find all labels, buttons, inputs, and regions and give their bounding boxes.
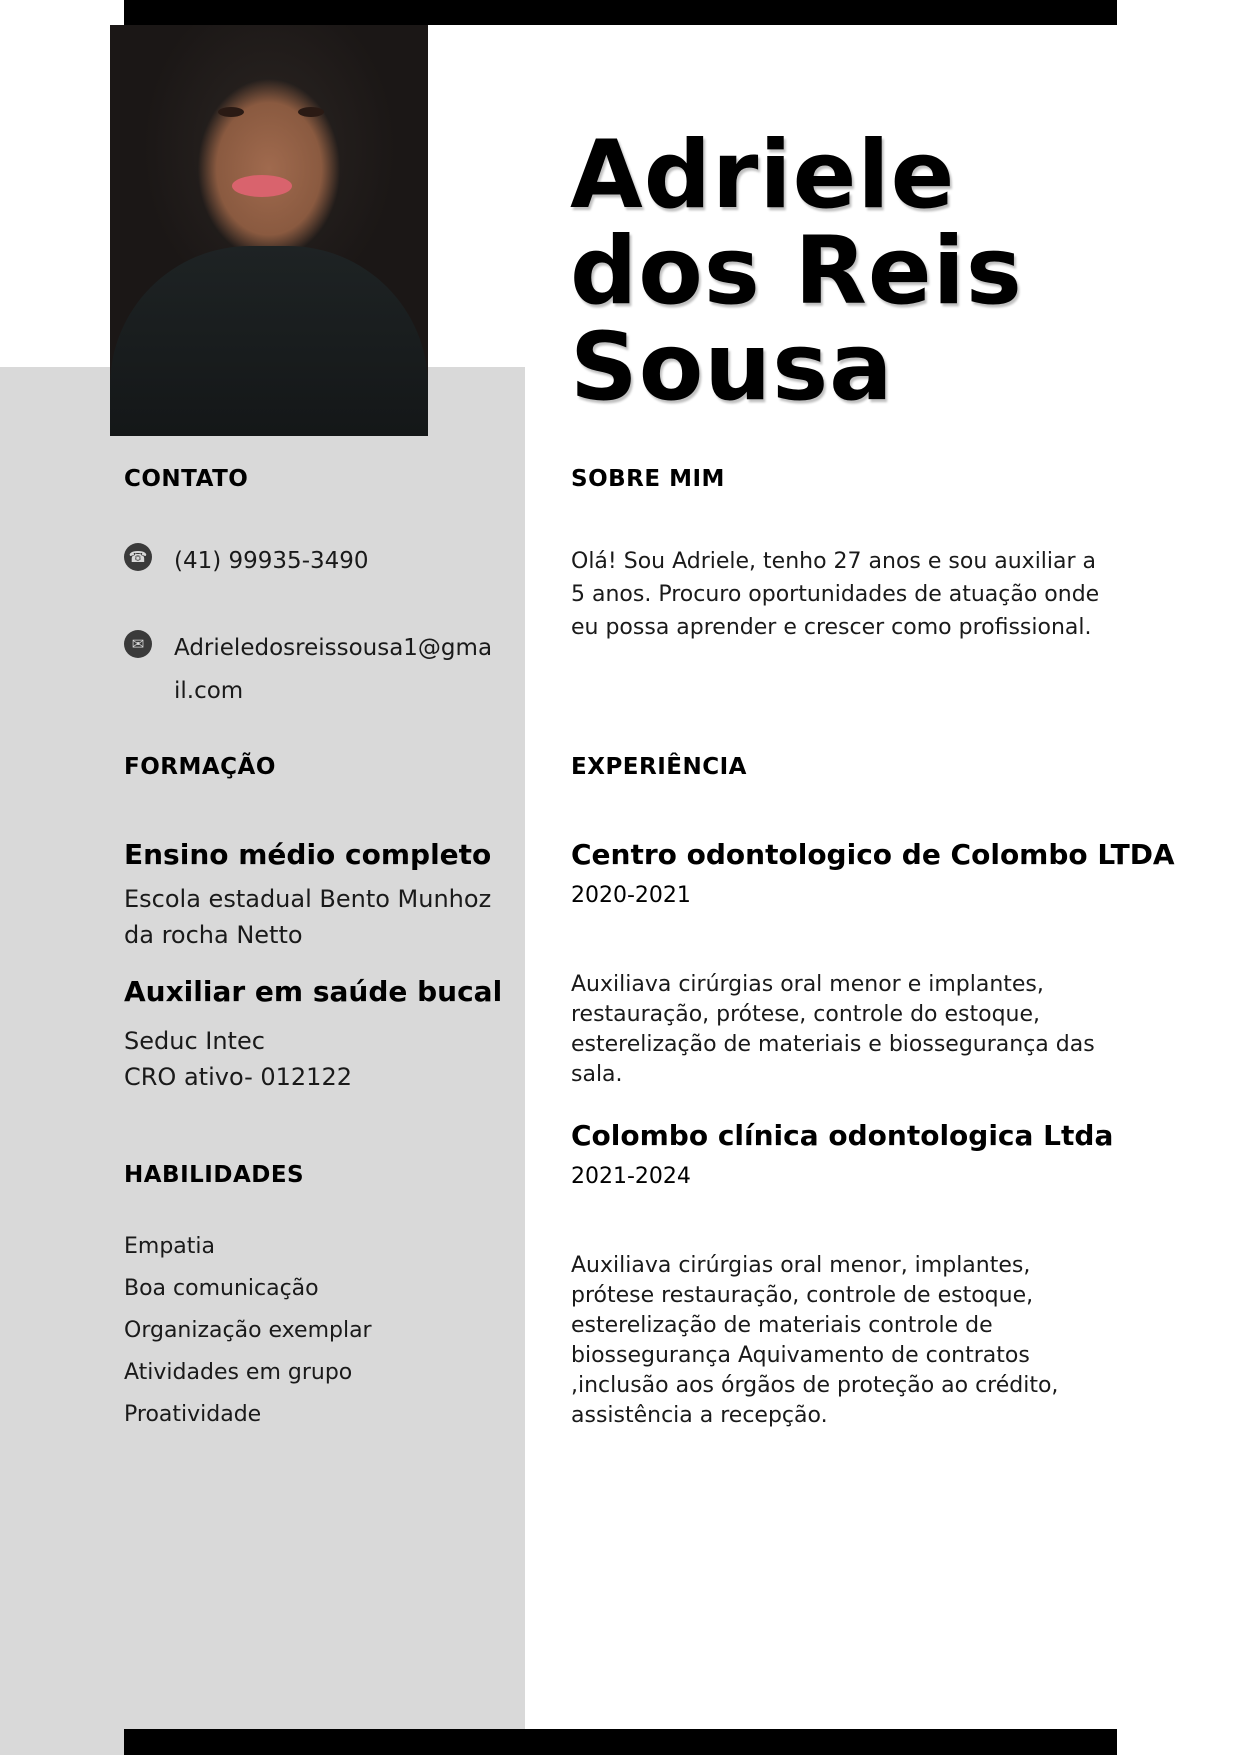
skill-item: Empatia: [124, 1234, 215, 1259]
education-school-line: da rocha Netto: [124, 921, 303, 949]
education-heading: FORMAÇÃO: [124, 754, 276, 780]
contact-heading: CONTATO: [124, 466, 249, 492]
about-heading: SOBRE MIM: [571, 466, 725, 492]
experience-heading: EXPERIÊNCIA: [571, 754, 747, 780]
experience-description: Auxiliava cirúrgias oral menor, implantes, prótese restauração, controle de estoque, esterelização de materiais controle de biossegurança Aquivamento de contratos ,inclusão aos órgãos de proteção ao crédito, assistência a recepção.: [571, 1253, 1059, 1428]
contact-phone-row: [124, 540, 494, 583]
education-school-line: Escola estadual Bento Munhoz: [124, 885, 492, 913]
bottom-accent-bar: [124, 1729, 1117, 1755]
mail-icon: ✉: [124, 630, 152, 658]
phone-icon: ☎: [124, 543, 152, 571]
experience-period: 2020-2021: [571, 883, 691, 908]
profile-photo: [110, 25, 428, 436]
skill-item: Boa comunicação: [124, 1276, 319, 1301]
experience-company: Colombo clínica odontologica Ltda: [571, 1119, 1114, 1152]
name-line-3: Sousa: [570, 313, 894, 422]
candidate-name: [570, 121, 1023, 422]
education-school: [124, 881, 491, 953]
photo-eye-left: [218, 107, 244, 117]
education-school-line: Seduc Intec: [124, 1027, 265, 1055]
experience-company: Centro odontologico de Colombo LTDA: [571, 838, 1175, 871]
education-school-line: CRO ativo- 012122: [124, 1063, 352, 1091]
education-degree: Ensino médio completo: [124, 838, 492, 871]
education-degree: Auxiliar em saúde bucal: [124, 975, 503, 1008]
skill-item: Proatividade: [124, 1402, 262, 1427]
experience-description: Auxiliava cirúrgias oral menor e implantes, restauração, prótese, controle do estoque, esterelização de materiais e biossegurança das sala.: [571, 972, 1095, 1087]
skill-item: Atividades em grupo: [124, 1360, 353, 1385]
about-text: Olá! Sou Adriele, tenho 27 anos e sou auxiliar a 5 anos. Procuro oportunidades de atuação onde eu possa aprender e crescer como profissional.: [571, 549, 1100, 640]
experience-period: 2021-2024: [571, 1164, 691, 1189]
contact-email[interactable]: Adrieledosreissousa1@gmail.com: [174, 635, 493, 704]
top-accent-bar: [124, 0, 1117, 25]
skills-list: [124, 1226, 372, 1436]
contact-email-row: [124, 627, 494, 713]
name-line-2: dos Reis: [570, 217, 1023, 326]
photo-shirt: [110, 246, 428, 436]
skill-item: Organização exemplar: [124, 1318, 372, 1343]
education-school: [124, 1023, 352, 1095]
contact-phone[interactable]: (41) 99935-3490: [174, 548, 369, 574]
photo-eye-right: [298, 107, 324, 117]
skills-heading: HABILIDADES: [124, 1162, 305, 1188]
name-line-1: Adriele: [570, 121, 956, 230]
photo-mouth: [232, 175, 292, 197]
